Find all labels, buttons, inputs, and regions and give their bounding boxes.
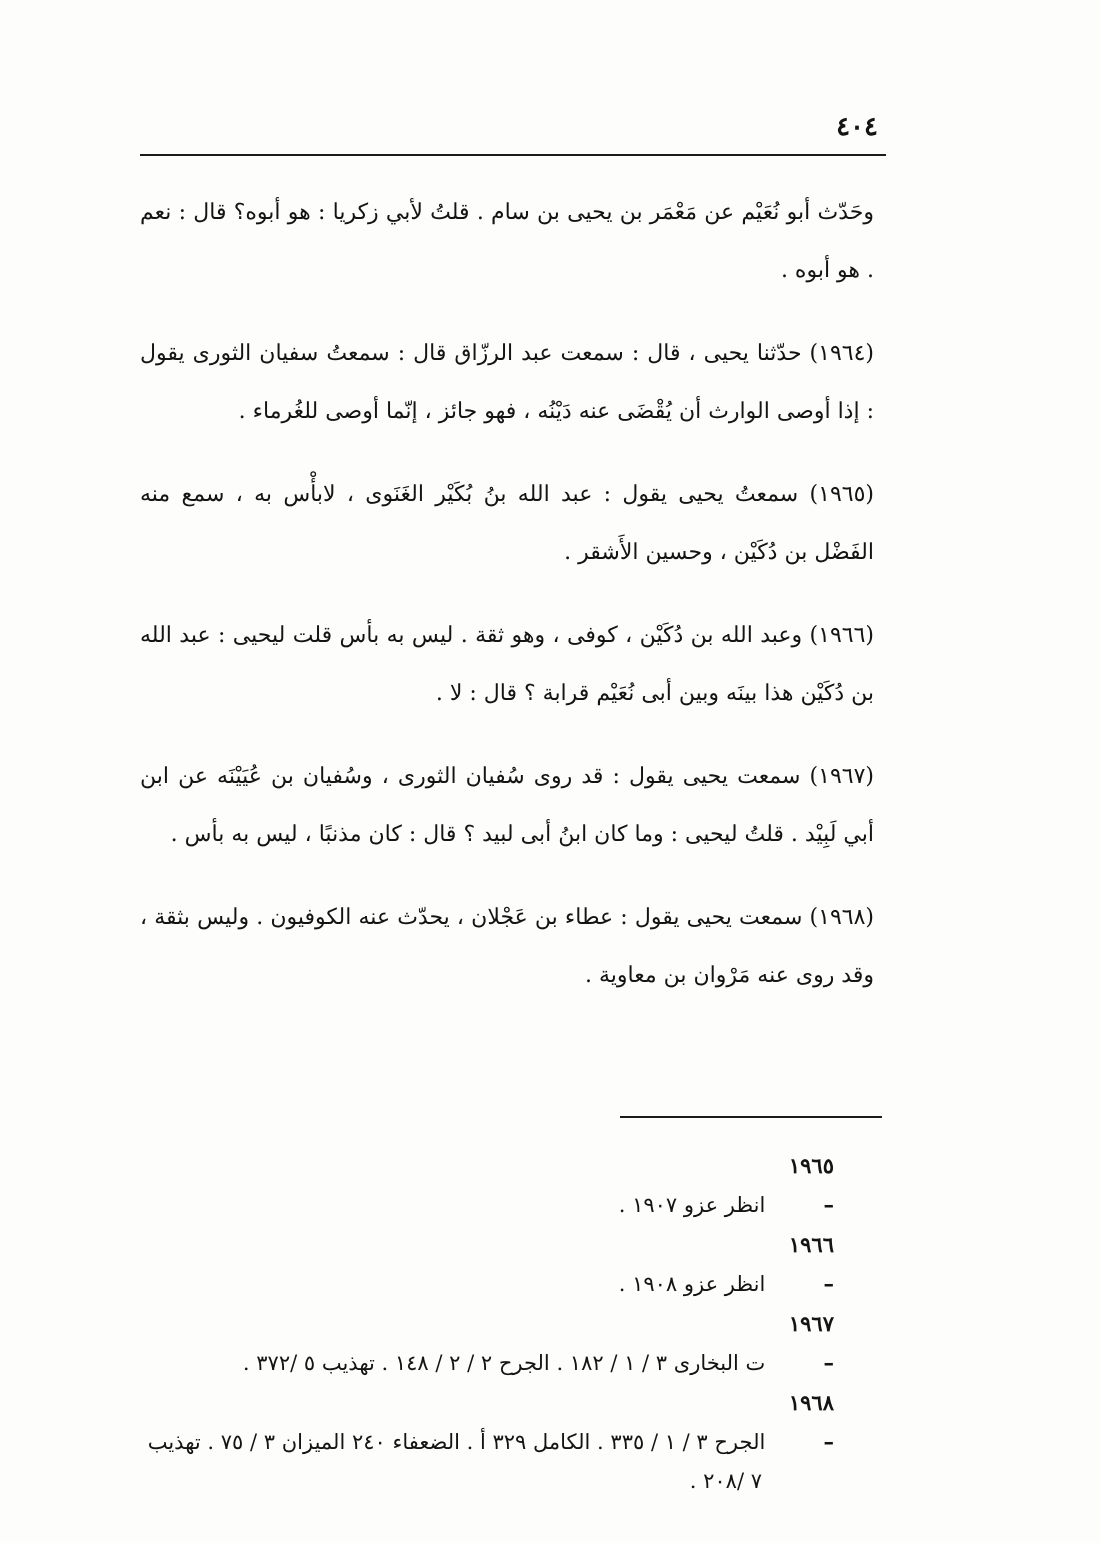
paragraph-1967: (١٩٦٧) سمعت يحيى يقول : قد روى سُفيان الثورى ، وسُفيان بن عُيَيْنَه عن ابن أبي لَبِيْد . قلتُ ليحيى : وما كان ابنُ أبى لبيد ؟ قال : كان مذنبًا ، ليس به بأس . xyxy=(140,764,874,847)
footnote-1968 xyxy=(140,1383,834,1501)
footnote-text: ت البخارى ٣ / ١ / ١٨٢ . الجرح ٢ / ٢ / ١٤٨ . تهذيب ٥ /٣٧٢ . xyxy=(242,1351,766,1375)
main-text xyxy=(140,184,874,1030)
footnote-ref: ١٩٦٦ – xyxy=(788,1232,834,1296)
header-rule xyxy=(140,154,886,156)
footnote-rule xyxy=(620,1116,882,1118)
paragraph-1965: (١٩٦٥) سمعتُ يحيى يقول : عبد الله بنُ بُكَيْر الغَنَوى ، لابأْس به ، سمع منه الفَضْل بن دُكَيْن ، وحسين الأَشقر . xyxy=(140,482,874,565)
footnotes xyxy=(140,1146,834,1501)
paragraph-1968: (١٩٦٨) سمعت يحيى يقول : عطاء بن عَجْلان ، يحدّث عنه الكوفيون . وليس بثقة ، وقد روى عنه مَرْوان بن معاوية . xyxy=(140,905,874,988)
footnote-ref: ١٩٦٨ – xyxy=(788,1390,834,1454)
footnote-text: الجرح ٣ / ١ / ٣٣٥ . الكامل ٣٢٩ أ . الضعفاء ٢٤٠ الميزان ٣ / ٧٥ . تهذيب ٧ /٢٠٨ . xyxy=(147,1430,766,1493)
footnote-ref: ١٩٦٧ – xyxy=(788,1311,834,1375)
footnote-1966 xyxy=(140,1225,834,1304)
footnote-1967 xyxy=(140,1304,834,1383)
footnote-1965 xyxy=(140,1146,834,1225)
paragraph-continuation: وحَدّث أبو نُعَيْم عن مَعْمَر بن يحيى بن سام . قلتُ لأبي زكريا : هو أبوه؟ قال : نعم . هو أبوه . xyxy=(140,200,874,283)
paragraph-1966: (١٩٦٦) وعبد الله بن دُكَيْن ، كوفى ، وهو ثقة . ليس به بأس قلت ليحيى : عبد الله بن دُكَيْن هذا بينَه وبين أبى نُعَيْم قرابة ؟ قال : لا . xyxy=(140,623,874,706)
paragraph-1964: (١٩٦٤) حدّثنا يحيى ، قال : سمعت عبد الرزّاق قال : سمعتُ سفيان الثورى يقول : إذا أوصى الوارث أن يُقْضَى عنه دَيْنُه ، فهو جائز ، إنّما أوصى للغُرماء . xyxy=(140,341,874,424)
footnote-text: انظر عزو ١٩٠٧ . xyxy=(618,1193,766,1217)
footnote-ref: ١٩٦٥ – xyxy=(788,1153,834,1217)
page-number: ٤٠٤ xyxy=(836,112,878,142)
footnote-text: انظر عزو ١٩٠٨ . xyxy=(618,1272,766,1296)
